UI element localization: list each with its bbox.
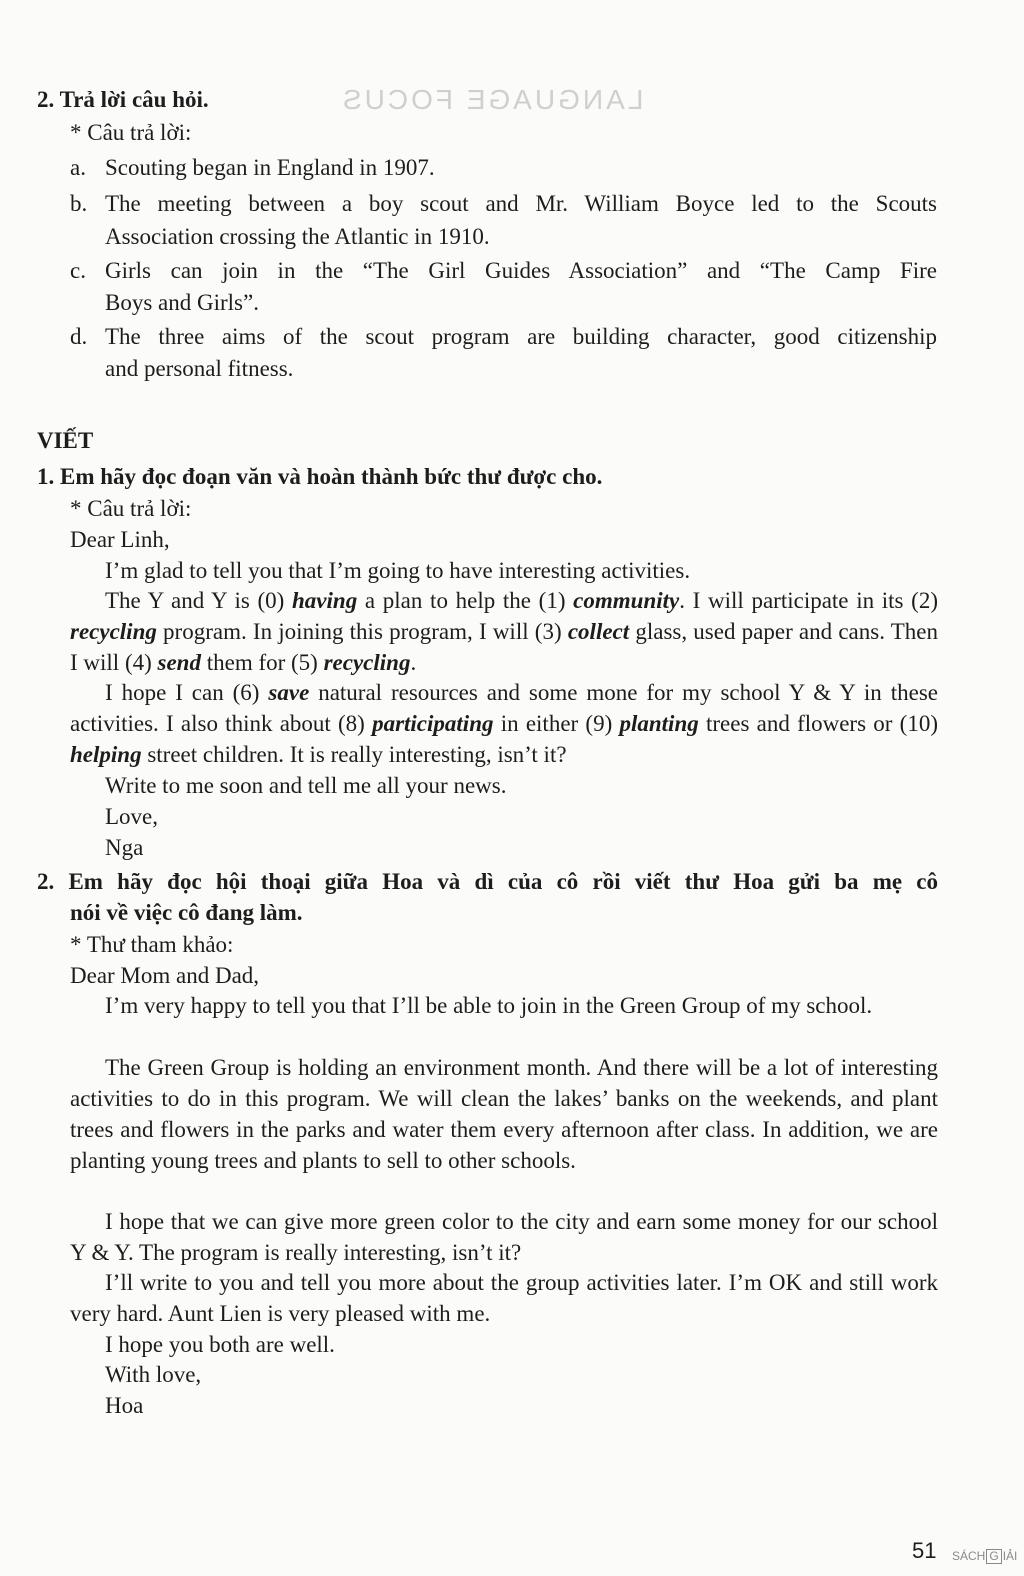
blank-3: collect — [567, 619, 630, 644]
answer-d-label: d. — [70, 324, 88, 349]
q2-greeting: Dear Mom and Dad, — [70, 963, 260, 988]
answer-b-label: b. — [70, 191, 88, 216]
q2-signature: Hoa — [105, 1393, 144, 1418]
q1-paragraph-2: The Y and Y is (0) having a plan to help the (1) community. I will participate in its (2) recycling program. In joining this program, I will (3) collect glass, used paper and cans. Then I will (4) send them for (5) recycling. — [70, 588, 939, 675]
viet-heading: VIẾT — [37, 428, 94, 453]
q2-heading-line2: nói về việc cô đang làm. — [70, 900, 303, 925]
blank-2: recycling — [70, 619, 157, 644]
answer-d-line2: and personal fitness. — [105, 356, 294, 381]
q1-intro: * Câu trả lời: — [70, 496, 192, 521]
blank-8: participating — [372, 711, 494, 736]
q2-paragraph-5: I hope you both are well. — [105, 1332, 335, 1357]
q1-signature: Nga — [105, 835, 144, 860]
answers-intro: * Câu trả lời: — [70, 120, 192, 145]
q2-intro: * Thư tham khảo: — [70, 932, 234, 957]
answer-a-label: a. — [70, 155, 86, 180]
answer-d-line1: The three aims of the scout program are building character, good citizenship — [105, 324, 937, 349]
blank-1: community — [573, 588, 680, 613]
q1-greeting: Dear Linh, — [70, 527, 170, 552]
q2-closing: With love, — [105, 1362, 202, 1387]
blank-4: send — [157, 650, 201, 675]
q1-paragraph-1: I’m glad to tell you that I’m going to have interesting activities. — [105, 558, 691, 583]
watermark-logo: SÁCH G IẢI — [952, 1549, 1018, 1563]
blank-10: helping — [70, 742, 142, 767]
answer-c-line1: Girls can join in the “The Girl Guides Association” and “The Camp Fire — [105, 258, 937, 283]
page-number: 51 — [912, 1538, 937, 1563]
answer-c-line2: Boys and Girls”. — [105, 290, 259, 315]
q1-closing: Love, — [105, 804, 159, 829]
blank-0: having — [292, 588, 358, 613]
blank-5: recycling — [323, 650, 411, 675]
q2-paragraph-1: I’m very happy to tell you that I’ll be able to join in the Green Group of my school. — [105, 993, 873, 1018]
bleed-through-heading: LANGUAGE FOCUS — [340, 84, 644, 115]
q2-paragraph-4: I’ll write to you and tell you more about the group activities later. I’m OK and still work very hard. Aunt Lien is very pleased with me. — [70, 1270, 938, 1326]
q2-paragraph-3: I hope that we can give more green color to the city and earn some money for our school Y & Y. The program is really interesting, isn’t it? — [70, 1209, 938, 1265]
answers-heading: 2. Trả lời câu hỏi. — [37, 87, 209, 112]
q1-paragraph-4: Write to me soon and tell me all your news. — [105, 773, 507, 798]
q2-paragraph-2: The Green Group is holding an environment month. And there will be a lot of interesting activities to do in this program. We will clean the lakes’ banks on the weekends, and plant trees and flowers in the parks and water them every afternoon after class. In addition, we are planting young trees and plants to sell to other schools. — [70, 1055, 938, 1173]
blank-6: save — [268, 680, 310, 705]
q2-heading-line1: 2. Em hãy đọc hội thoại giữa Hoa và dì của cô rồi viết thư Hoa gửi ba mẹ cô — [37, 869, 938, 894]
answer-c-label: c. — [70, 258, 86, 283]
q1-paragraph-3: I hope I can (6) save natural resources and some mone for my school Y & Y in these activities. I also think about (8) participating in either (9) planting trees and flowers or (10) helping street children. It is really interesting, isn’t it? — [70, 680, 938, 767]
q1-heading: 1. Em hãy đọc đoạn văn và hoàn thành bức thư được cho. — [37, 464, 603, 489]
blank-9: planting — [619, 711, 699, 736]
answer-b-line2: Association crossing the Atlantic in 1910. — [105, 224, 490, 249]
answer-a-text: Scouting began in England in 1907. — [105, 155, 435, 180]
answer-b-line1: The meeting between a boy scout and Mr. William Boyce led to the Scouts — [105, 191, 937, 216]
